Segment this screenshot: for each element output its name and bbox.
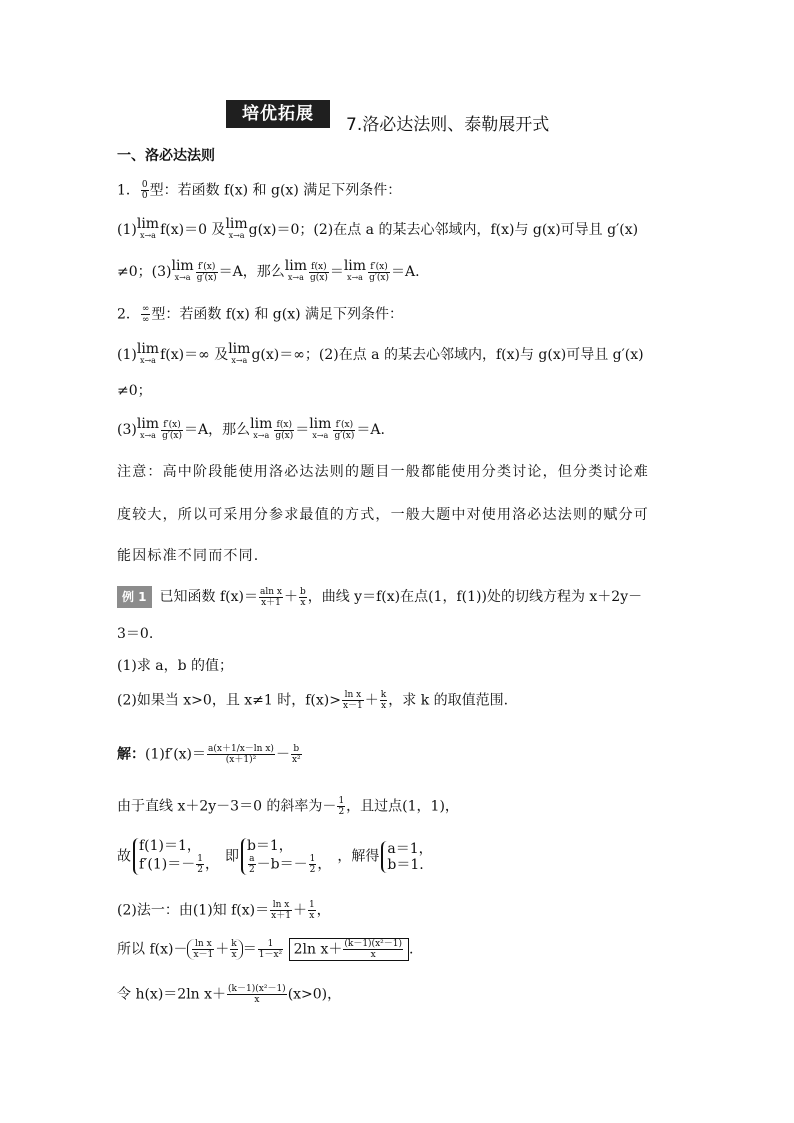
note-line2: 度较大，所以可采用分参求最值的方式，一般大题中对使用洛必达法则的赋分可 — [117, 507, 649, 523]
rule2-cond3: (3) lim x→a $\frac{f'(x)}{g'(x)}$ ＝A，那么 lim x→a $\frac{f(x)}{g(x)}$ ＝ lim x→a $\frac{f'(x)}{g'(x)}$ ＝A. — [117, 416, 385, 441]
equation-system-3: a＝1， b＝1. — [381, 841, 436, 873]
rule1-intro: 1． $\frac{0}{0}$ 型：若函数 f(x) 和 g(x) 满足下列条件： — [117, 180, 402, 201]
equation-system-1: f(1)＝1， f′(1)＝－ $\frac{1}{2}$ ， — [133, 838, 223, 875]
note-line3: 能因标准不同而不同. — [117, 548, 260, 564]
rule2-intro: 2． $\frac{\infty}{\infty}$ 型：若函数 f(x) 和 g(x) 满足下列条件： — [117, 304, 404, 325]
example-badge: 例 1 — [117, 586, 152, 608]
example-stem: 例 1 已知函数 f(x)＝ $\frac{\text{aln x}}{x+1}$ ＋ $\frac{b}{x}$ ，曲线 y＝f(x)在点(1，f(1))处的切线方程为 x＋2y－ — [117, 586, 642, 608]
section-banner: 培优拓展 — [226, 100, 330, 128]
solution-difference: 所以 f(x)－ $\frac{\text{ln x}}{x-1}$ ＋ $\frac{k}{x}$ ＝ $\frac{1}{\text{1－x²}}$ 2ln x＋ $\frac{\text{(k－1)(x²－1)}}{x}$ . — [117, 939, 414, 960]
solution-define-h: 令 h(x)＝2ln x＋ $\frac{\text{(k－1)(x²－1)}}{x}$ (x>0)， — [117, 984, 342, 1005]
solution-part1: 解：(1)f′(x)＝ $\frac{\text{a(x＋1/x－ln x)}}{\text{(x＋1)²}}$ － $\frac{b}{\text{x²}}$ — [117, 744, 301, 765]
rule2-cond1: (1) lim x→a f(x)＝∞ 及 lim x→a g(x)＝∞；(2)在点 a 的某去心邻域内，f(x)与 g(x)可导且 g′(x) — [117, 341, 644, 365]
note-line1: 注意：高中阶段能使用洛必达法则的题目一般都能使用分类讨论，但分类讨论难 — [117, 464, 649, 480]
solution-method1: (2)法一：由(1)知 f(x)＝ $\frac{\text{ln x}}{x+1}$ ＋ $\frac{1}{x}$ ， — [117, 900, 331, 921]
example-stem-line2: 3＝0. — [117, 626, 154, 642]
rule1-cond3: ≠0；(3) lim x→a $\frac{f'(x)}{g'(x)}$ ＝A，那么 lim x→a $\frac{f(x)}{g(x)}$ ＝ lim x→a $\frac{f'(x)}{g'(x)}$ ＝A. — [117, 258, 420, 283]
section-heading: 一、洛必达法则 — [117, 148, 215, 164]
question-2: (2)如果当 x>0，且 x≠1 时，f(x)> $\frac{\text{ln x}}{x-1}$ ＋ $\frac{k}{x}$ ，求 k 的取值范围. — [117, 690, 509, 711]
rule2-ne0: ≠0； — [117, 383, 152, 399]
equation-system-2: b＝1， $\frac{a}{2}$ －b＝－ $\frac{1}{2}$ ， — [241, 838, 335, 875]
solution-system: 故f(1)＝1， f′(1)＝－ $\frac{1}{2}$ ， 即b＝1， $\frac{a}{2}$ －b＝－ $\frac{1}{2}$ ， ，解得 a＝1， b＝1. — [117, 838, 439, 875]
rule1-cond1: (1) lim x→a f(x)＝0 及 lim x→a g(x)＝0；(2)在点 a 的某去心邻域内，f(x)与 g(x)可导且 g′(x) — [117, 216, 639, 240]
page-title: 7.洛必达法则、泰勒展开式 — [346, 115, 550, 135]
question-1: (1)求 a，b 的值； — [117, 658, 234, 674]
solution-slope: 由于直线 x＋2y－3＝0 的斜率为－ $\frac{1}{2}$ ，且过点(1，1)， — [117, 796, 459, 817]
